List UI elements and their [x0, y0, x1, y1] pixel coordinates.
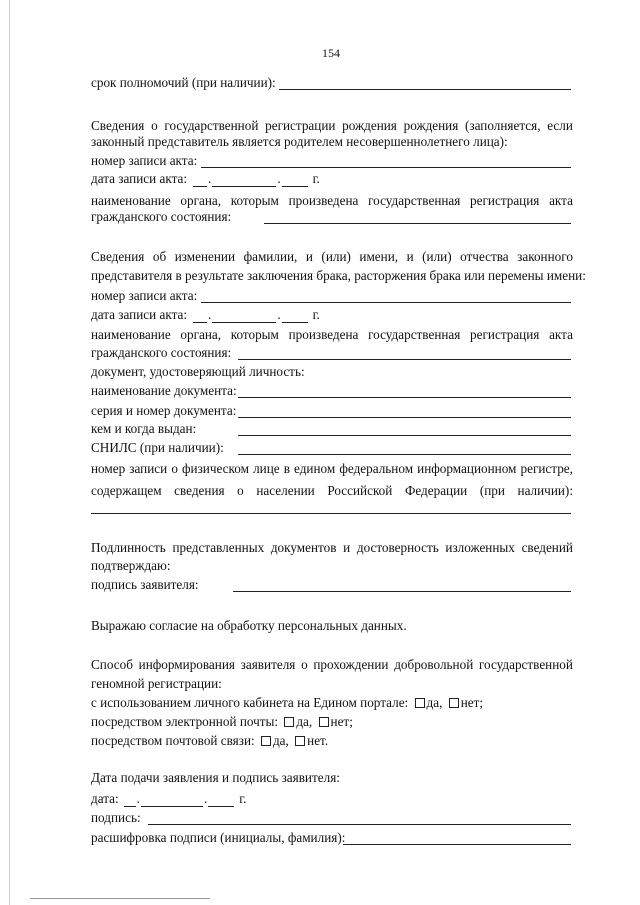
term-label: срок полномочий (при наличии): — [91, 75, 276, 90]
word: законного — [517, 249, 573, 264]
name-change-line2: представителя в результате заключения брака, расторжения брака или перемены имени: — [91, 268, 586, 283]
word: о — [171, 461, 178, 476]
register-field[interactable] — [91, 513, 571, 514]
word: и — [343, 540, 351, 555]
snils-label: СНИЛС (при наличии): — [91, 440, 224, 455]
name-change-date-month-field[interactable] — [212, 310, 276, 323]
name-change-civil-status-label: гражданского состояния: — [91, 345, 232, 360]
doc-name-field[interactable] — [238, 397, 571, 398]
word: информационном — [417, 461, 517, 476]
birth-date-year-field[interactable] — [282, 174, 308, 187]
submission-date-year-field[interactable] — [208, 794, 234, 807]
notify-email-yes-checkbox[interactable] — [284, 717, 294, 727]
word: изменении — [174, 249, 236, 264]
scan-edge-bottom — [30, 898, 210, 899]
word: (или) — [321, 249, 351, 264]
name-change-record-date-row: дата записи акта: . . г. — [91, 307, 320, 322]
word: государственной — [478, 657, 573, 672]
word: информирования — [138, 657, 235, 672]
word: государственной — [164, 118, 259, 133]
birth-civil-status-label: гражданского состояния: — [91, 209, 232, 224]
word: произведена — [288, 327, 359, 342]
submission-date-day-field[interactable] — [124, 794, 136, 807]
word: (при — [479, 483, 505, 498]
signature-decode-label: расшифровка подписи (инициалы, фамилия): — [91, 830, 346, 845]
notification-line1 — [91, 657, 573, 673]
identity-doc-heading: документ, удостоверяющий личность: — [91, 364, 305, 379]
word: Способ — [91, 657, 133, 672]
name-change-date-year-field[interactable] — [282, 310, 308, 323]
word: регистрации — [265, 118, 336, 133]
submission-date-month-field[interactable] — [141, 794, 203, 807]
submission-signature-label: подпись: — [91, 810, 141, 825]
notify-portal-yes-checkbox[interactable] — [415, 698, 425, 708]
word: записи — [129, 461, 168, 476]
word: которым — [230, 193, 279, 208]
birth-date-day-field[interactable] — [193, 174, 207, 187]
word: изложенных — [445, 540, 515, 555]
notification-line2: геномной регистрации: — [91, 676, 222, 691]
word: населении — [256, 483, 315, 498]
notify-email-no-checkbox[interactable] — [319, 717, 329, 727]
notify-post-label: посредством почтовой связи: — [91, 733, 255, 748]
notify-post-row — [91, 733, 328, 749]
birth-section-line1 — [91, 118, 573, 134]
word: о — [301, 657, 308, 672]
register-line1 — [91, 461, 573, 477]
word: Сведения — [91, 118, 145, 133]
confirmation-line1 — [91, 540, 573, 556]
page-number: 154 — [322, 46, 340, 60]
applicant-signature-field[interactable] — [233, 591, 571, 592]
word: федеральном — [339, 461, 414, 476]
birth-civil-status-field[interactable] — [264, 223, 571, 224]
word: государственная — [368, 327, 461, 342]
word: акта — [549, 193, 573, 208]
birth-record-number-label: номер записи акта: — [91, 153, 198, 168]
submission-date-label: дата: — [91, 791, 119, 806]
word: заявителя — [240, 657, 296, 672]
word: Федерации — [404, 483, 468, 498]
birth-record-number-field[interactable] — [201, 167, 571, 168]
word: Подлинность — [91, 540, 166, 555]
word: произведена — [288, 193, 359, 208]
scan-edge-left — [9, 0, 10, 905]
word: прохождении — [313, 657, 389, 672]
word: наименование — [91, 193, 171, 208]
name-change-civil-status-field[interactable] — [238, 359, 571, 360]
word: отчества — [460, 249, 509, 264]
word: добровольной — [394, 657, 474, 672]
word: рождения — [342, 118, 397, 133]
word: наличии): — [517, 483, 573, 498]
word: сведения — [174, 483, 225, 498]
word: если — [547, 118, 573, 133]
name-change-date-year-suffix: г. — [312, 307, 320, 322]
word: регистре, — [520, 461, 573, 476]
applicant-signature-label: подпись заявителя: — [91, 577, 199, 592]
word: (или) — [422, 249, 452, 264]
birth-record-date-label: дата записи акта: — [91, 171, 188, 186]
word: органа, — [180, 193, 222, 208]
doc-name-label: наименование документа: — [91, 383, 237, 398]
yes-label: да, — [272, 733, 289, 748]
word: Российской — [327, 483, 393, 498]
submission-heading: Дата подачи заявления и подпись заявителя: — [91, 770, 340, 785]
notify-portal-row — [91, 695, 483, 711]
word: номер — [91, 461, 126, 476]
notify-post-yes-checkbox[interactable] — [261, 736, 271, 746]
word: о — [151, 118, 158, 133]
notify-portal-label: с использованием личного кабинета на Едином портале: — [91, 695, 409, 710]
word: в — [283, 461, 290, 476]
name-change-line1 — [91, 249, 573, 265]
name-change-date-day-field[interactable] — [193, 310, 207, 323]
word: рождения — [403, 118, 459, 133]
word: которым — [230, 327, 279, 342]
word: фамилии, — [243, 249, 298, 264]
name-change-record-date-label: дата записи акта: — [91, 307, 188, 322]
no-label: нет; — [460, 695, 484, 710]
notify-email-label: посредством электронной почты: — [91, 714, 279, 729]
word: об — [152, 249, 167, 264]
word: регистрация — [470, 193, 540, 208]
word: и — [406, 249, 414, 264]
word: государственная — [368, 193, 461, 208]
word: акта — [549, 327, 573, 342]
notify-portal-no-checkbox[interactable] — [449, 698, 459, 708]
word: органа, — [180, 327, 222, 342]
birth-date-year-suffix: г. — [312, 171, 320, 186]
word: документов — [270, 540, 337, 555]
word: регистрация — [470, 327, 540, 342]
yes-label: да, — [426, 695, 443, 710]
submission-date-row: дата: . . г. — [91, 791, 247, 806]
consent-text: Выражаю согласие на обработку персональных данных. — [91, 618, 407, 633]
issued-field[interactable] — [238, 435, 571, 436]
name-change-record-number-label: номер записи акта: — [91, 288, 198, 303]
birth-section-line2: законный представитель является родителем несовершеннолетнего лица): — [91, 134, 508, 149]
word: достоверность — [356, 540, 439, 555]
term-field[interactable] — [279, 89, 571, 90]
confirmation-line2: подтверждаю: — [91, 558, 171, 573]
word: представленных — [172, 540, 265, 555]
word: наименование — [91, 327, 171, 342]
notify-email-row — [91, 714, 353, 730]
snils-field[interactable] — [238, 454, 571, 455]
no-label: нет; — [330, 714, 353, 729]
name-change-organ-line — [91, 327, 573, 343]
name-change-record-number-field[interactable] — [201, 302, 571, 303]
notify-post-no-checkbox[interactable] — [295, 736, 305, 746]
word: едином — [294, 461, 336, 476]
series-number-field[interactable] — [238, 417, 571, 418]
signature-decode-field[interactable] — [343, 844, 571, 845]
yes-label: да, — [296, 714, 313, 729]
word: и — [305, 249, 313, 264]
word: имени, — [359, 249, 399, 264]
word: сведений — [521, 540, 573, 555]
issued-label: кем и когда выдан: — [91, 421, 197, 436]
word: Сведения — [91, 249, 145, 264]
no-label: нет. — [307, 733, 329, 748]
word: лице — [253, 461, 280, 476]
word: (заполняется, — [465, 118, 541, 133]
birth-organ-line — [91, 193, 573, 209]
word: содержащем — [91, 483, 162, 498]
birth-date-month-field[interactable] — [212, 174, 276, 187]
birth-record-date-row: дата записи акта: . . г. — [91, 171, 320, 186]
register-line2 — [91, 483, 573, 499]
submission-signature-field[interactable] — [148, 824, 571, 825]
word: физическом — [182, 461, 249, 476]
word: о — [237, 483, 244, 498]
submission-date-year-suffix: г. — [239, 791, 247, 806]
series-number-label: серия и номер документа: — [91, 403, 237, 418]
